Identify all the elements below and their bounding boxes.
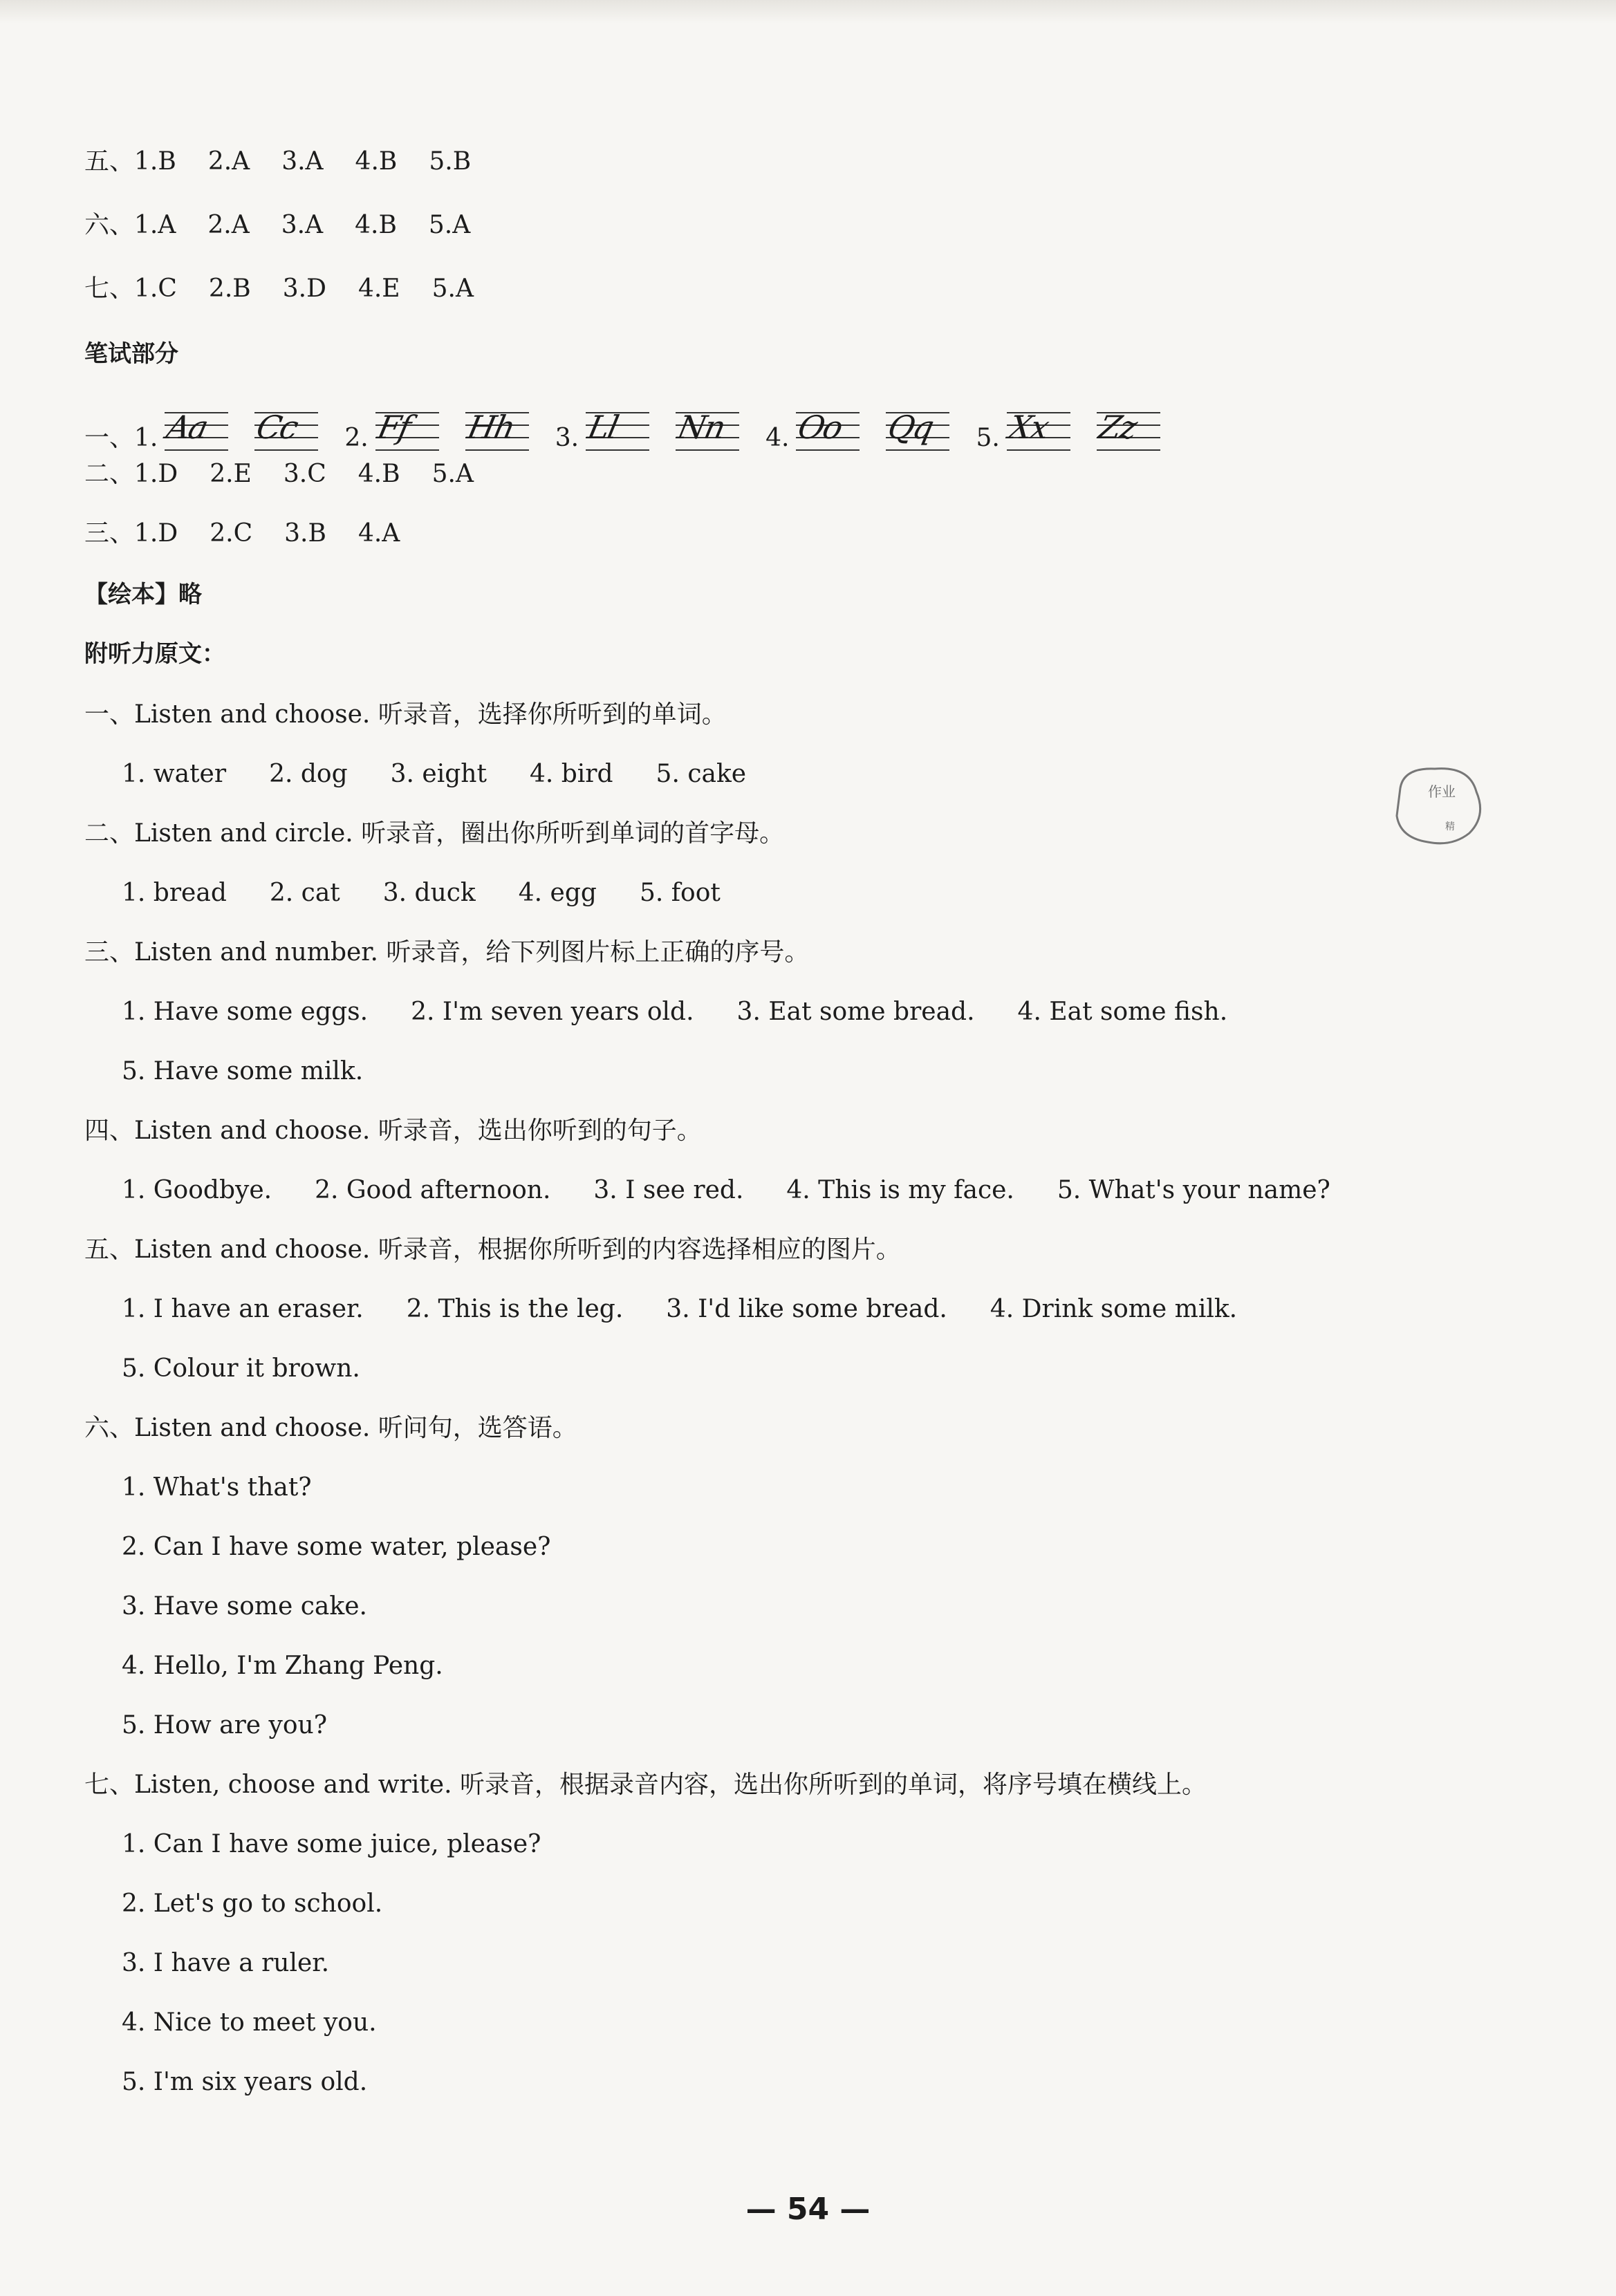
- listening-item: 2. Can I have some water, please?: [122, 1533, 551, 1561]
- written-heading: 笔试部分: [84, 340, 178, 368]
- listening-heading: 附听力原文：: [84, 640, 225, 668]
- listening-item: 1. Can I have some juice, please?: [122, 1830, 541, 1858]
- listening-title-3: 三、Listen and number. 听录音，给下列图片标上正确的序号。: [84, 938, 810, 967]
- listening-item: 1. What's that?: [122, 1473, 312, 1502]
- answer-row-liu: 六、1.A 2.A 3.A 4.B 5.A: [84, 211, 471, 239]
- answer-row-er: 二、1.D 2.E 3.C 4.B 5.A: [84, 460, 474, 488]
- listening-item: 4. Hello, I'm Zhang Peng.: [122, 1652, 443, 1680]
- listening-line-2: 1. bread 2. cat 3. duck 4. egg 5. foot: [122, 879, 721, 907]
- writing-box: Hh: [465, 407, 529, 455]
- answer-row-wu: 五、1.B 2.A 3.A 4.B 5.B: [84, 147, 472, 176]
- picture-book-note: 【绘本】略: [84, 581, 202, 608]
- listening-title-1: 一、Listen and choose. 听录音，选择你所听到的单词。: [84, 700, 727, 729]
- listening-title-2: 二、Listen and circle. 听录音，圈出你所听到单词的首字母。: [84, 819, 785, 848]
- listening-title-5: 五、Listen and choose. 听录音，根据你所听到的内容选择相应的图片。: [84, 1235, 901, 1264]
- writing-box: Ff: [375, 407, 439, 455]
- writing-box: Oo: [796, 407, 860, 455]
- writing-box: Xx: [1007, 407, 1070, 455]
- page-number: — 54 —: [745, 2192, 871, 2227]
- listening-line-3b: 5. Have some milk.: [122, 1057, 364, 1085]
- writing-box: Ll: [586, 407, 649, 455]
- listening-item: 2. Let's go to school.: [122, 1889, 383, 1918]
- answer-row-qi: 七、1.C 2.B 3.D 4.E 5.A: [84, 274, 474, 303]
- writing-box: Zz: [1097, 407, 1160, 455]
- writing-box: Aa: [165, 407, 228, 455]
- writing-box: Nn: [676, 407, 739, 455]
- listening-item: 3. Have some cake.: [122, 1592, 367, 1621]
- listening-title-6: 六、Listen and choose. 听问句，选答语。: [84, 1414, 577, 1442]
- scan-shadow: [0, 0, 1616, 24]
- answer-row-san: 三、1.D 2.C 3.B 4.A: [84, 519, 400, 548]
- stamp-top-text: 作业: [1428, 783, 1456, 800]
- listening-item: 3. I have a ruler.: [122, 1949, 330, 1977]
- listening-item: 5. I'm six years old.: [122, 2068, 368, 2096]
- listening-line-4: 1. Goodbye. 2. Good afternoon. 3. I see red. 4. This is my face. 5. What's your name?: [122, 1176, 1330, 1204]
- watermark-stamp-icon: [1386, 760, 1490, 850]
- listening-item: 4. Nice to meet you.: [122, 2008, 377, 2037]
- listening-item: 5. How are you?: [122, 1711, 328, 1739]
- writing-box: Cc: [254, 407, 318, 455]
- stamp-bottom-text: 精: [1445, 821, 1455, 832]
- listening-title-4: 四、Listen and choose. 听录音，选出你听到的句子。: [84, 1117, 702, 1145]
- listening-line-3: 1. Have some eggs. 2. I'm seven years old. 3. Eat some bread. 4. Eat some fish.: [122, 998, 1228, 1026]
- writing-box: Qq: [886, 407, 949, 455]
- listening-line-5: 1. I have an eraser. 2. This is the leg. 3. I'd like some bread. 4. Drink some milk.: [122, 1295, 1238, 1323]
- listening-line-1: 1. water 2. dog 3. eight 4. bird 5. cake: [122, 760, 747, 788]
- listening-line-5b: 5. Colour it brown.: [122, 1354, 360, 1383]
- listening-title-7: 七、Listen, choose and write. 听录音，根据录音内容，选出你所听到的单词，将序号填在横线上。: [84, 1771, 1207, 1799]
- handwriting-row: 一、 1. Aa Cc 2. Ff Hh 3. Ll Nn 4. Oo Qq 5. Xx Zz: [84, 400, 1187, 455]
